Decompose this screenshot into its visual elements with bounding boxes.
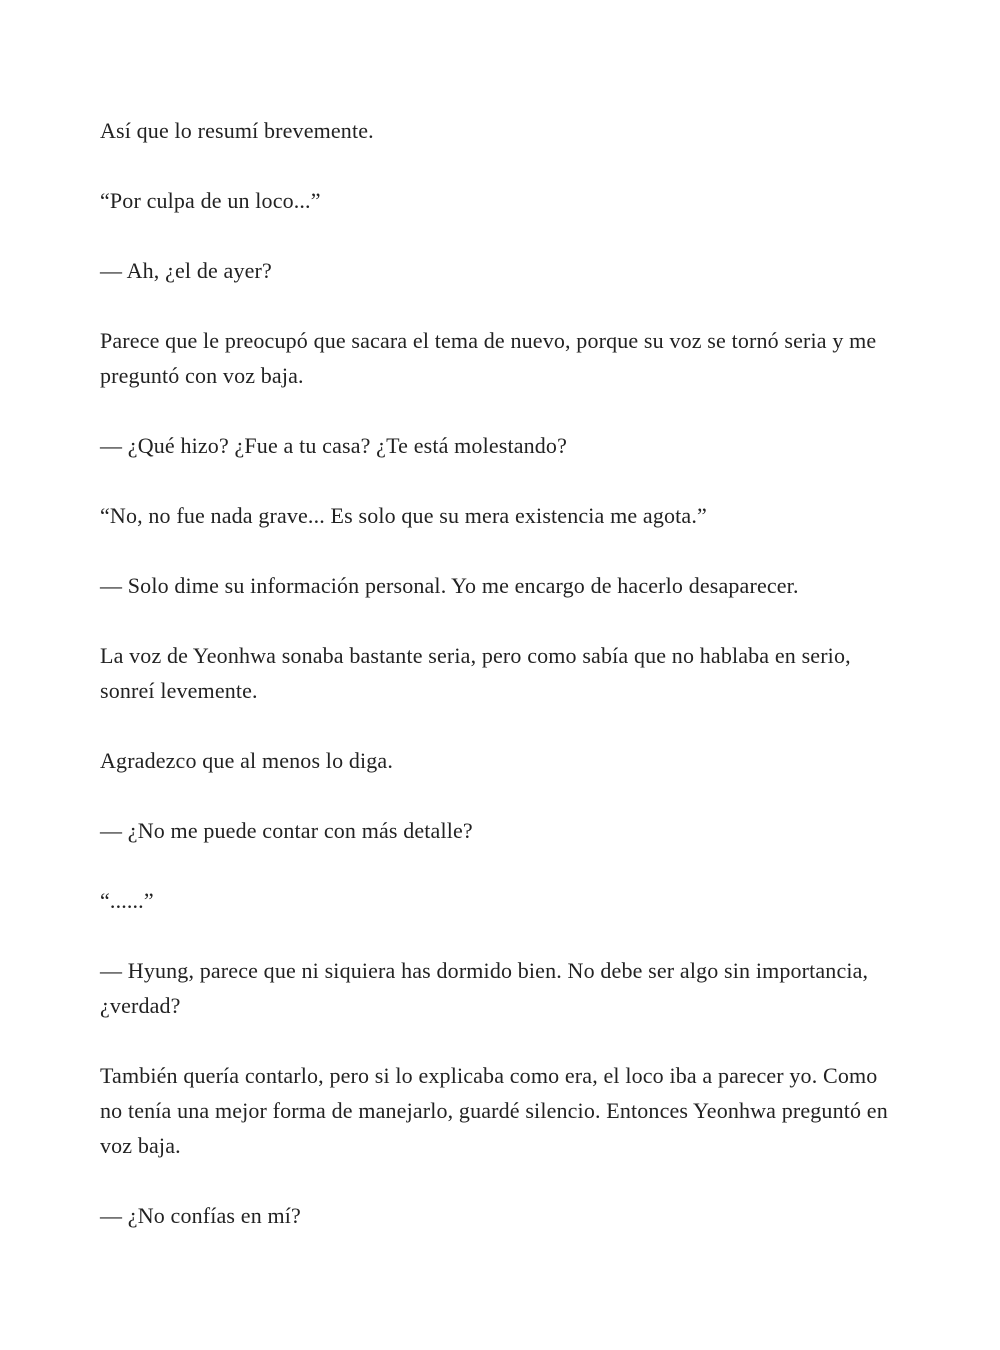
paragraph-2: “Por culpa de un loco...”: [100, 188, 321, 213]
paragraph-12: — Hyung, parece que ni siquiera has dormido bien. No debe ser algo sin importancia, ¿verdad?: [100, 958, 869, 1018]
paragraph-13: También quería contarlo, pero si lo explicaba como era, el loco iba a parecer yo. Como no tenía una mejor forma de manejarlo, guardé silencio. Entonces Yeonhwa preguntó en voz baja.: [100, 1063, 888, 1158]
paragraph-8: La voz de Yeonhwa sonaba bastante seria, pero como sabía que no hablaba en serio, sonreí levemente.: [100, 643, 851, 703]
paragraph-11: “......”: [100, 888, 154, 913]
paragraph-3: — Ah, ¿el de ayer?: [100, 258, 272, 283]
document-body: [100, 113, 900, 1268]
paragraph-10: — ¿No me puede contar con más detalle?: [100, 818, 473, 843]
paragraph-14: — ¿No confías en mí?: [100, 1203, 301, 1228]
paragraph-9: Agradezco que al menos lo diga.: [100, 748, 393, 773]
paragraph-1: Así que lo resumí brevemente.: [100, 118, 374, 143]
paragraph-4: Parece que le preocupó que sacara el tema de nuevo, porque su voz se tornó seria y me preguntó con voz baja.: [100, 328, 877, 388]
paragraph-5: — ¿Qué hizo? ¿Fue a tu casa? ¿Te está molestando?: [100, 433, 567, 458]
paragraph-7: — Solo dime su información personal. Yo me encargo de hacerlo desaparecer.: [100, 573, 799, 598]
paragraph-6: “No, no fue nada grave... Es solo que su mera existencia me agota.”: [100, 503, 707, 528]
